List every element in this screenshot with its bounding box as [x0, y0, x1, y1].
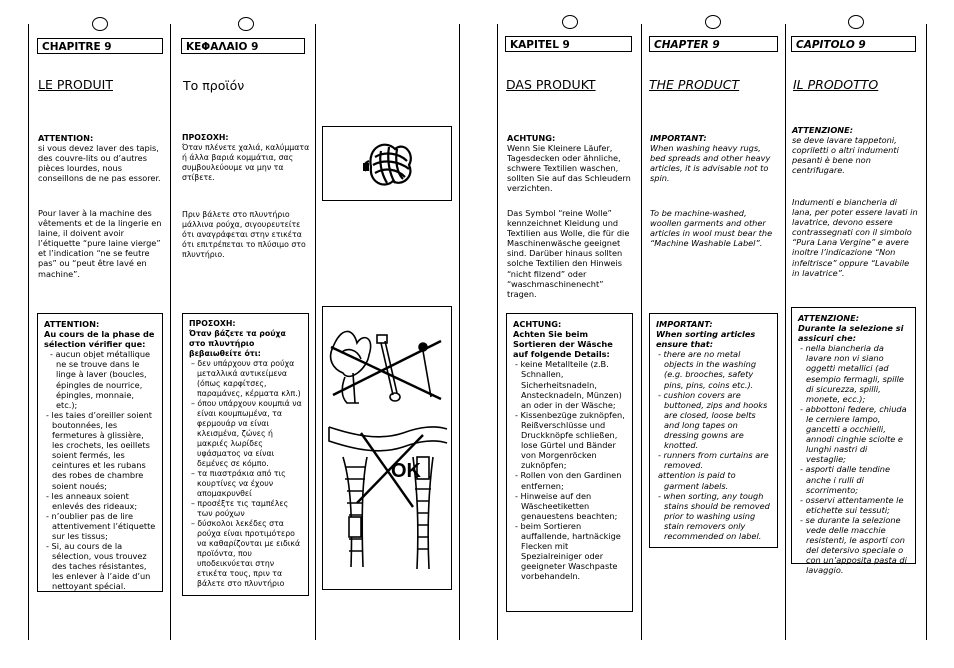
list-item: – τα πιαστράκια από τις κουρτίνες να έχουν απομακρυνθεί	[191, 469, 286, 498]
box-subheading: Durante la selezione si assicuri che:	[798, 323, 904, 344]
wool-paragraph-it: Indumenti e biancheria di lana, per poter essere lavati in lavatrice, devono essere contrassegnati con il simbolo “Pura Lana Vergine” e avere inoltre l’indicazione “Non infeltrisce” oppure “Lavabile in lavatrice”.	[792, 197, 918, 278]
wool-skein-icon	[323, 127, 451, 200]
list-item: - nella biancheria da lavare non vi siano oggetti metallici (ad esempio fermagli, spille di sicurezza, spilli, monete, ecc.);	[800, 343, 904, 404]
attention-text: Όταν πλένετε χαλιά, καλύμματα ή άλλα βαριά κομμάτια, σας συμβουλεύουμε να μην τα στίβετε.	[182, 143, 310, 182]
checklist	[513, 359, 626, 581]
list-item: - abbottoni federe, chiuda le cerniere lampo, gancetti a occhielli, annodi cinghie sciolte e lunghi nastri di vestaglie;	[800, 403, 907, 465]
chapter-label-en: CHAPTER 9	[649, 36, 778, 52]
column-rule	[926, 24, 927, 640]
attention-label: ATTENZIONE:	[792, 125, 854, 135]
warning-box-fr	[37, 313, 163, 592]
box-heading: IMPORTANT:	[656, 319, 713, 329]
attention-note-it	[792, 125, 918, 175]
column-rule	[785, 24, 786, 640]
list-item: - cushion covers are buttoned, zips and hooks are closed, loose belts and long tapes on dressing gowns are knotted.	[658, 389, 768, 451]
box-heading: ΠΡΟΣΟΧΗ:	[189, 319, 236, 328]
warning-box-gr	[182, 313, 309, 596]
list-item: - asporti dalle tendine anche i rulli di scorrimento;	[800, 464, 891, 495]
page-marker-circle	[562, 15, 578, 29]
warning-box-de	[506, 313, 633, 612]
attention-note-de	[507, 133, 634, 194]
box-subheading: Au cours de la phase de sélection vérifier que:	[44, 329, 155, 350]
attention-label: ACHTUNG:	[507, 133, 556, 143]
column-rule	[28, 24, 29, 640]
box-subheading: Achten Sie beim Sortieren der Wäsche auf folgende Details:	[513, 329, 613, 360]
page-marker-circle	[705, 15, 721, 29]
list-item: – δεν υπάρχουν στα ρούχα μεταλλικά αντικείμενα (όπως καρφίτσες, παραμάνες, κέρματα κλπ.)	[191, 359, 301, 398]
wool-paragraph-en: To be machine-washed, woollen garments and other articles in wool must bear the “Machine Washable Label”.	[650, 208, 773, 249]
wool-symbol-figure	[322, 126, 452, 201]
column-rule	[459, 24, 460, 640]
box-subheading: When sorting articles ensure that:	[656, 329, 756, 350]
attention-text: Wenn Sie Kleinere Läufer, Tagesdecken oder ähnliche, schwere Textilien waschen, sollten Sie auf das Schleudern verzichten.	[507, 143, 631, 194]
list-item: - Rollen von den Gardinen entfernen;	[515, 470, 622, 491]
checklist	[44, 349, 156, 591]
list-item: - osservi attentamente le etichette sui tessuti;	[800, 494, 904, 515]
section-title-it: IL PRODOTTO	[793, 77, 879, 92]
wool-paragraph-de: Das Symbol “reine Wolle” kennzeichnet Kleidung und Textilien aus Wolle, die für die Maschinenwäsche geeignet sind. Darüber hinaus sollten solche Textilien den Hinweis “nicht filzend” oder “waschmaschinenecht” tragen.	[507, 208, 630, 299]
attention-note-fr	[38, 133, 165, 183]
chapter-label-de: KAPITEL 9	[505, 36, 632, 52]
chapter-label-fr: CHAPITRE 9	[37, 38, 163, 54]
list-item: - se durante la selezione vede delle macchie resistenti, le asporti con del detersivo speciale o con un’apposita pasta di lavaggio.	[800, 514, 907, 576]
box-heading: ATTENTION:	[44, 319, 100, 329]
attention-text: se deve lavare tappetoni, copriletti o altri indumenti pesanti è bene non centrifugare.	[792, 135, 899, 176]
list-item: - Kissenbezüge zuknöpfen, Reißverschlüsse und Druckknöpfe schließen, lose Gürtel und Bänder von Morgenröcken zuknöpfen;	[515, 409, 625, 471]
list-item: – όπου υπάρχουν κουμπιά να είναι κουμπωμένα, τα φερμουάρ να είναι κλεισμένα, ζώνες ή μακριές λωρίδες υφάσματος να είναι δεμένες σε κόμπο.	[191, 399, 302, 468]
box-heading: ACHTUNG:	[513, 319, 562, 329]
wool-paragraph-fr: Pour laver à la machine des vêtements et de la lingerie en laine, il doivent avoir l’étiquette “pure laine vierge” et l’indication “ne se feutre pas” ou “peut être lavé en machine”.	[38, 208, 162, 279]
section-title-de: DAS PRODUKT	[506, 77, 596, 92]
list-item: attention is paid to garment labels.	[658, 470, 736, 491]
page-marker-circle	[238, 17, 254, 31]
box-heading: ATTENZIONE:	[798, 313, 860, 323]
list-item: – δύσκολοι λεκέδες στα ρούχα είναι προτιμότερο να καθαρίζονται με ειδικά προϊόντα, που υποδεικνύεται στην ετικέτα τους, πριν τα βάλετε στο πλυντήριο	[191, 519, 301, 588]
column-rule	[170, 24, 171, 640]
checklist	[656, 349, 771, 541]
column-rule	[497, 24, 498, 640]
attention-label: ΠΡΟΣΟΧΗ:	[182, 133, 229, 142]
list-item: - Hinweise auf den Wäscheetiketten genauestens beachten;	[515, 490, 618, 521]
list-item: - there are no metal objects in the washing (e.g. brooches, safety pins, pins, coins etc.).	[658, 349, 757, 390]
list-item: - Si, au cours de la sélection, vous trouvez des taches résistantes, les enlever à l’aide d’un nettoyant spécial.	[46, 541, 151, 592]
page-marker-circle	[92, 17, 108, 31]
attention-label: IMPORTANT:	[650, 133, 707, 143]
list-item: - les taies d’oreiller soient boutonnées, les fermetures à glissière, les crochets, les oeillets soient fermés, les ceintures et les rubans des robes de chambre soient noués;	[46, 409, 152, 491]
list-item: - when sorting, any tough stains should be removed prior to washing using stain removers only recommended on label.	[658, 490, 770, 541]
list-item: - aucun objet métallique ne se trouve dans le linge à laver (boucles, épingles de nourrice, épingles, monnaie, etc.);	[50, 349, 151, 410]
section-title-fr: LE PRODUIT	[38, 77, 113, 92]
chapter-label-gr: ΚΕΦΑΛΑΙΟ 9	[181, 38, 305, 54]
ok-label: OK	[391, 460, 421, 482]
wool-paragraph-gr: Πριν βάλετε στο πλυντήριο μάλλινα ρούχα, σιγουρευτείτε ότι αναγράφεται στην ετικέτα ότι επιτρέπεται το πλύσιμο στο πλυντήριο.	[182, 210, 306, 259]
sorting-figure	[322, 306, 452, 590]
chapter-label-it: CAPITOLO 9	[791, 36, 916, 52]
box-subheading: Όταν βάζετε τα ρούχα στο πλυντήριο βεβαιωθείτε ότι:	[189, 329, 286, 358]
list-item: - runners from curtains are removed.	[658, 450, 769, 471]
no-metal-objects-icon	[323, 307, 451, 589]
column-rule	[641, 24, 642, 640]
section-title-en: THE PRODUCT	[649, 77, 740, 92]
attention-text: si vous devez laver des tapis, des couvre-lits ou d’autres pièces lourdes, nous conseillons de ne pas essorer.	[38, 143, 161, 184]
checklist	[189, 359, 302, 589]
list-item: - n’oublier pas de lire attentivement l’étiquette sur les tissus;	[46, 510, 156, 541]
attention-text: When washing heavy rugs, bed spreads and other heavy articles, it is advisable not to spin.	[650, 143, 771, 184]
attention-note-en	[650, 133, 778, 183]
column-rule	[315, 24, 316, 640]
warning-box-en	[649, 313, 778, 548]
list-item: - les anneaux soient enlevés des rideaux;	[46, 490, 138, 511]
checklist	[798, 343, 909, 575]
section-title-gr: Το προϊόν	[183, 78, 245, 93]
list-item: – προσέξτε τις ταμπέλες των ρούχων	[191, 499, 289, 518]
attention-label: ATTENTION:	[38, 133, 94, 143]
warning-box-it	[791, 307, 916, 576]
page-marker-circle	[848, 15, 864, 29]
list-item: - beim Sortieren auffallende, hartnäckige Flecken mit Spezialreiniger oder geeigneter Waschpaste vorbehandeln.	[515, 520, 621, 582]
attention-note-gr	[182, 133, 310, 183]
list-item: - keine Metallteile (z.B. Schnallen, Sicherheitsnadeln, Anstecknadeln, Münzen) an oder in der Wäsche;	[515, 359, 622, 410]
